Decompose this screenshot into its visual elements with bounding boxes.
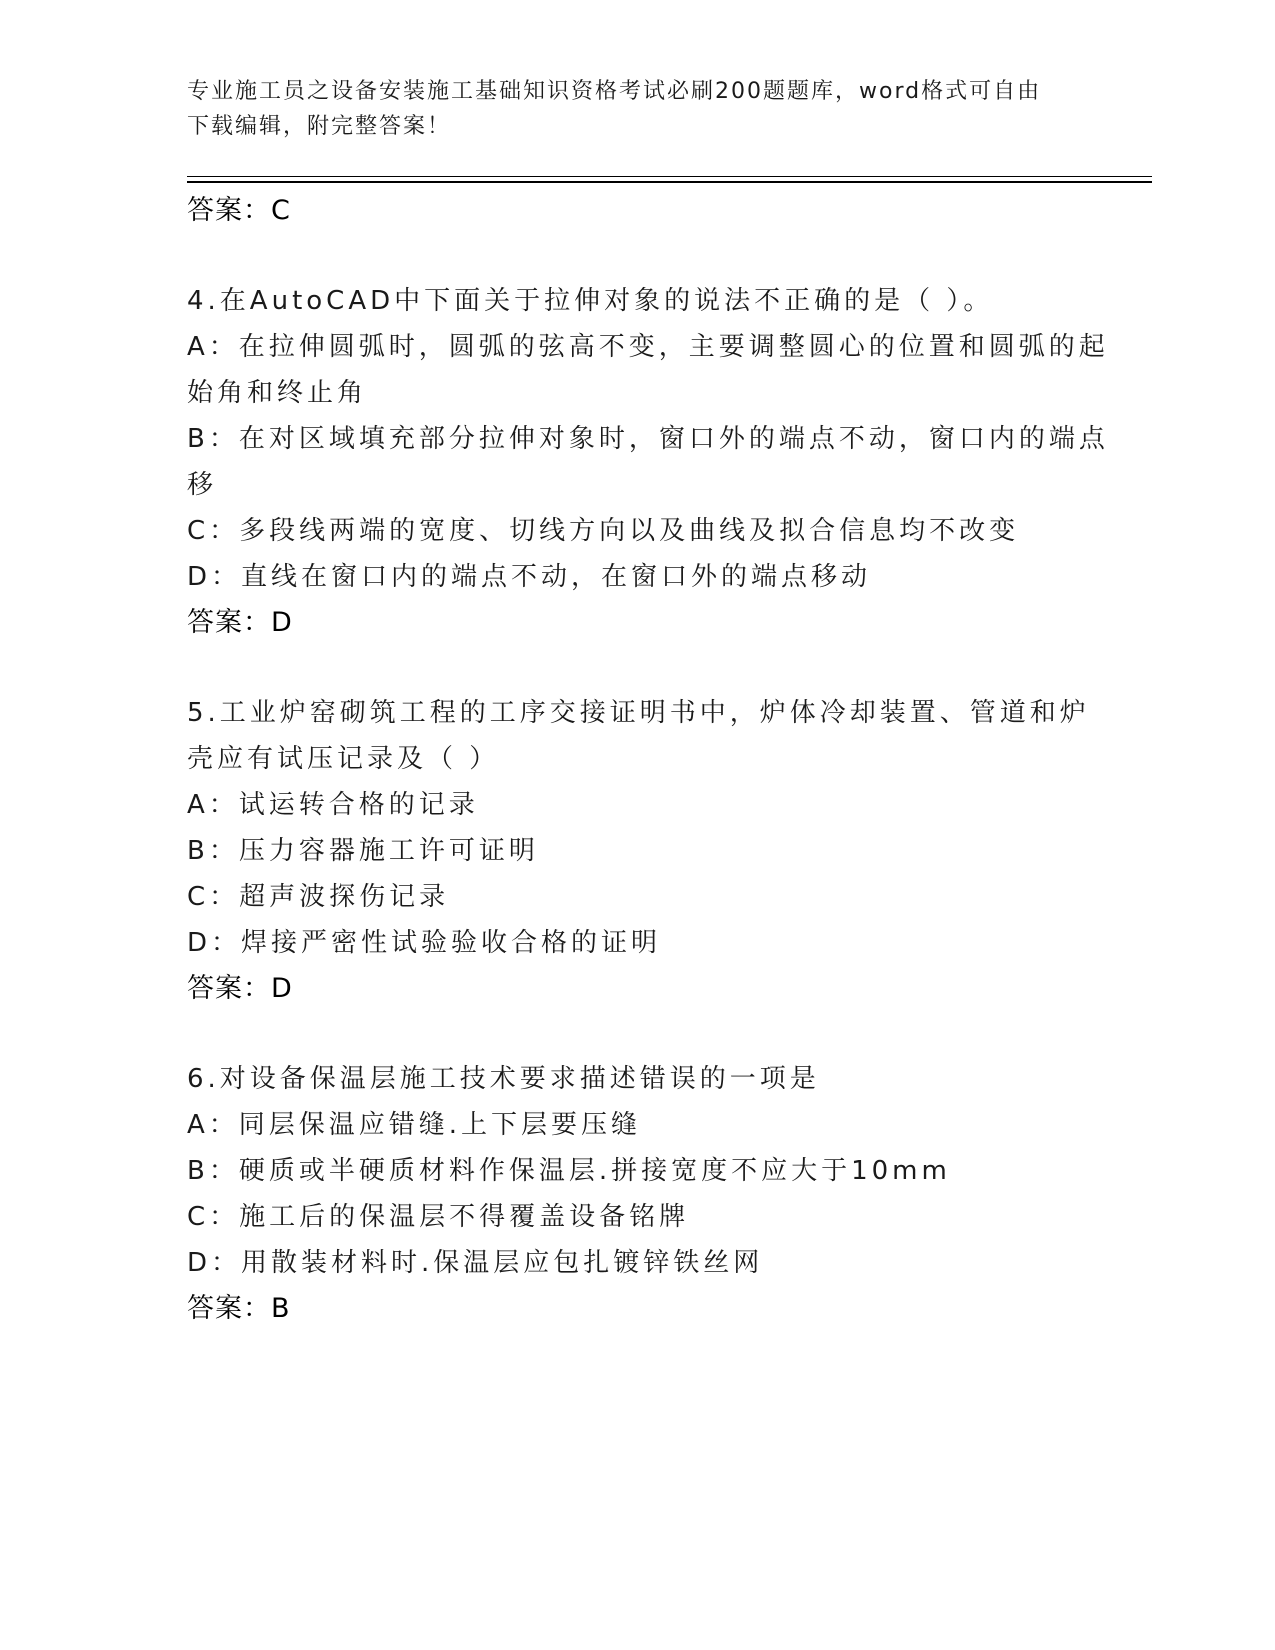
question-stem: 6.对设备保温层施工技术要求描述错误的一项是	[187, 1064, 820, 1094]
option-a-continued: 始角和终止角	[187, 378, 368, 408]
header-line-1: 专业施工员之设备安装施工基础知识资格考试必刷200题题库，word格式可自由	[187, 79, 1042, 104]
question-stem: 4.在AutoCAD中下面关于拉伸对象的说法不正确的是（ ）。	[187, 286, 994, 316]
question-block	[187, 690, 1090, 1012]
option-b: B：硬质或半硬质材料作保温层.拼接宽度不应大于10mm	[187, 1156, 951, 1186]
answer-line: 答案：B	[187, 1293, 291, 1324]
spacer	[187, 1012, 1087, 1056]
option-b: B：在对区域填充部分拉伸对象时，窗口外的端点不动，窗口内的端点	[187, 424, 1109, 454]
question-stem-continued: 壳应有试压记录及（ ）	[187, 744, 500, 774]
question-block	[187, 1056, 1087, 1332]
option-d: D：用散装材料时.保温层应包扎镀锌铁丝网	[187, 1248, 764, 1278]
option-c: C：多段线两端的宽度、切线方向以及曲线及拟合信息均不改变	[187, 516, 1020, 546]
answer-line: 答案：C	[187, 195, 291, 226]
page-header	[187, 74, 1067, 144]
question-stem: 5.工业炉窑砌筑工程的工序交接证明书中，炉体冷却装置、管道和炉	[187, 698, 1090, 728]
option-c: C：施工后的保温层不得覆盖设备铭牌	[187, 1202, 690, 1232]
option-c: C：超声波探伤记录	[187, 882, 450, 912]
option-a: A：在拉伸圆弧时，圆弧的弦高不变，主要调整圆心的位置和圆弧的起	[187, 332, 1109, 362]
question-block	[187, 278, 1109, 646]
answer-line: 答案：D	[187, 607, 293, 638]
header-rule-thick	[187, 181, 1152, 183]
option-b: B：压力容器施工许可证明	[187, 836, 539, 866]
question-list	[187, 188, 1109, 1332]
option-d: D：焊接严密性试验验收合格的证明	[187, 928, 662, 958]
answer-line: 答案：D	[187, 973, 293, 1004]
header-rule-thin	[187, 176, 1152, 177]
spacer	[187, 646, 1087, 690]
header-line-2: 下载编辑，附完整答案！	[187, 114, 452, 139]
option-b-continued: 移	[187, 470, 218, 500]
option-d: D：直线在窗口内的端点不动，在窗口外的端点移动	[187, 562, 872, 592]
option-a: A：同层保温应错缝.上下层要压缝	[187, 1110, 642, 1140]
option-a: A：试运转合格的记录	[187, 790, 479, 820]
spacer	[187, 234, 1087, 278]
